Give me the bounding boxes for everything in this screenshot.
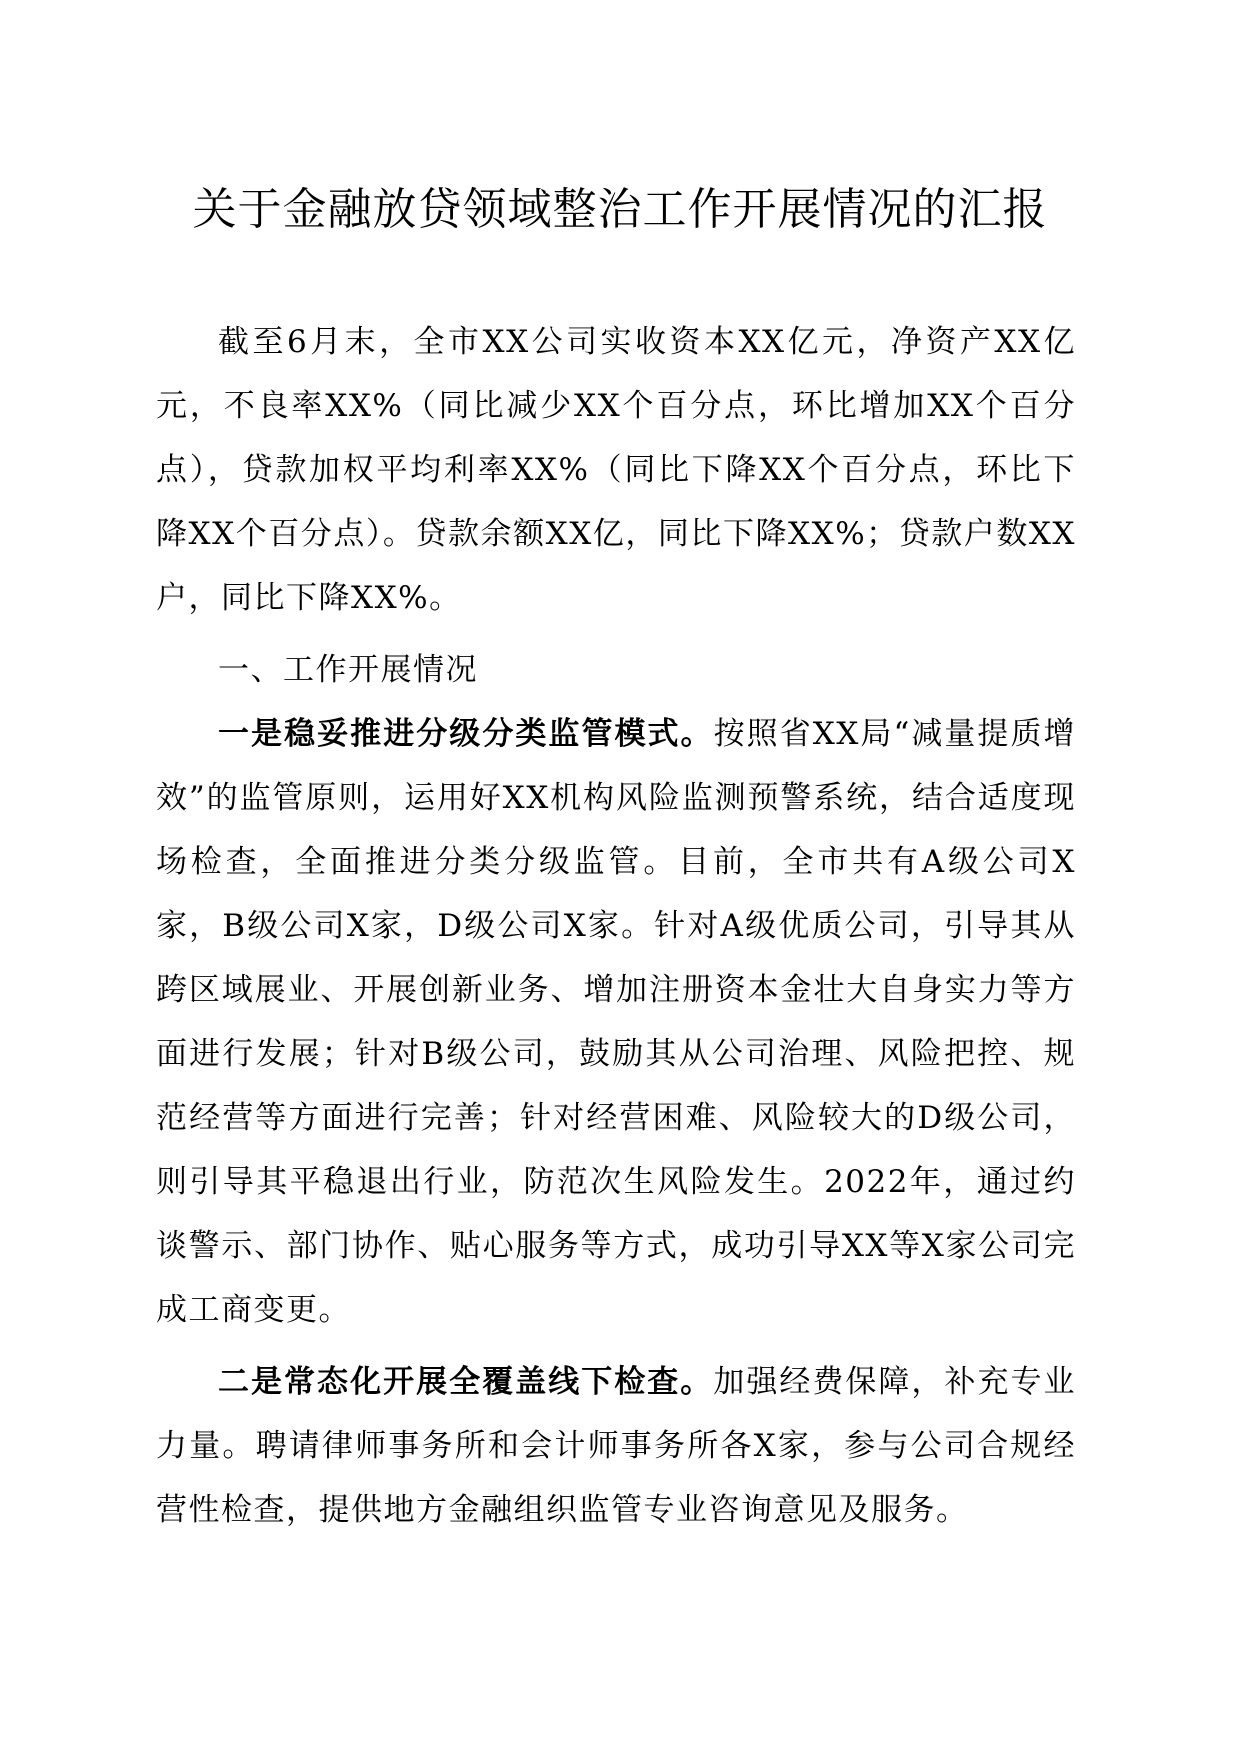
document-body	[156, 310, 1076, 1550]
item-two-text: 加强经费保障，补充专业力量。聘请律师事务所和会计师事务所各X家，参与公司合规经营性检查，提供地方金融组织监管专业咨询意见及服务。	[156, 1364, 1077, 1528]
intro-paragraph: 截至6月末，全市XX公司实收资本XX亿元，净资产XX亿元，不良率XX%（同比减少XX个百分点，环比增加XX个百分点），贷款加权平均利率XX%（同比下降XX个百分点，环比下降XX个百分点）。贷款余额XX亿，同比下降XX%；贷款户数XX户，同比下降XX%。	[156, 324, 1076, 616]
section-heading: 一、工作开展情况	[218, 652, 478, 688]
item-one-paragraph	[156, 702, 1076, 1342]
document-title: 关于金融放贷领域整治工作开展情况的汇报	[192, 184, 1048, 235]
item-one-lead: 一是稳妥推进分级分类监管模式。	[218, 716, 714, 752]
item-two-paragraph	[156, 1350, 1076, 1542]
item-two-lead: 二是常态化开展全覆盖线下检查。	[218, 1364, 714, 1400]
item-one-text: 按照省XX局“减量提质增效”的监管原则，运用好XX机构风险监测预警系统，结合适度现场检查，全面推进分类分级监管。目前，全市共有A级公司X家，B级公司X家，D级公司X家。针对A级优质公司，引导其从跨区域展业、开展创新业务、增加注册资本金壮大自身实力等方面进行发展；针对B级公司，鼓励其从公司治理、风险把控、规范经营等方面进行完善；针对经营困难、风险较大的D级公司，则引导其平稳退出行业，防范次生风险发生。2022年，通过约谈警示、部门协作、贴心服务等方式，成功引导XX等X家公司完成工商变更。	[156, 716, 1076, 1328]
